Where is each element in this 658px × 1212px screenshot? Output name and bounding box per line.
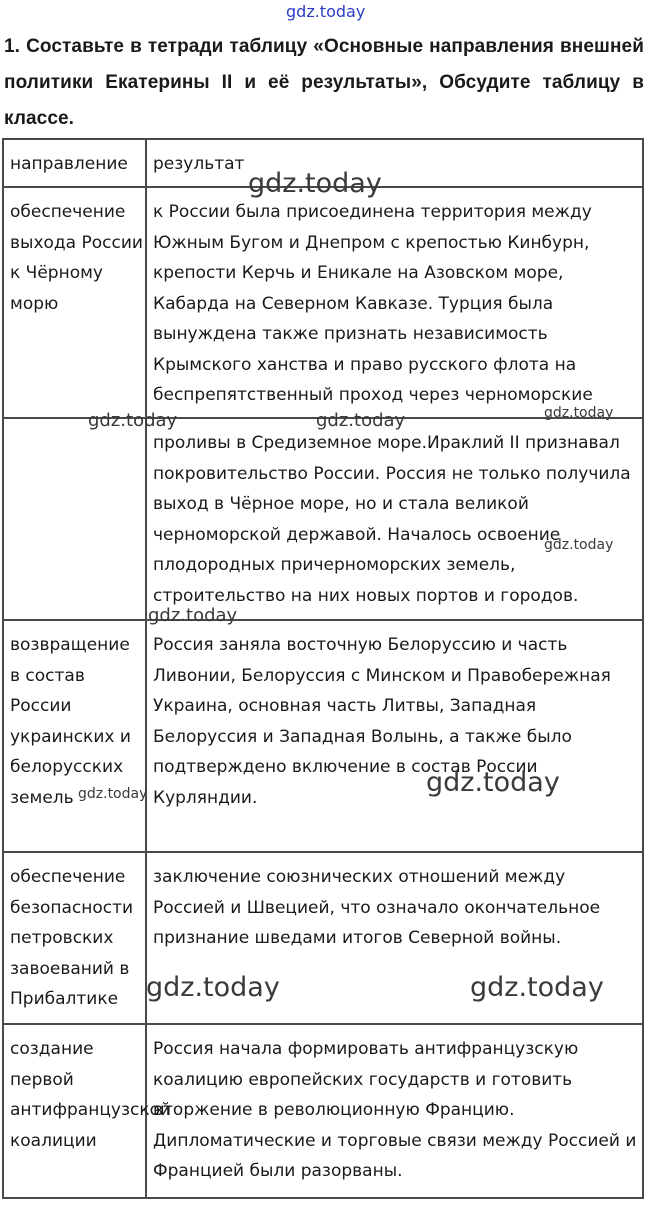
watermark: gdz.today xyxy=(88,410,178,431)
table-row xyxy=(3,1024,643,1198)
watermark: gdz.today xyxy=(146,972,280,1003)
header-direction: направление xyxy=(3,139,146,187)
result-cell: Россия заняла восточную Белоруссию и часть Ливонии, Белоруссия с Минском и Правобережная Украина, основная часть Литвы, Западная Белоруссия и Западная Волынь, а также было подтверждено включение в состав России Курляндии. xyxy=(146,620,643,852)
watermark: gdz.today xyxy=(316,410,406,431)
result-cell: заключение союзнических отношений между Россией и Швецией, что означало окончательное признание шведами итогов Северной войны. xyxy=(146,852,643,1024)
table-row xyxy=(3,418,643,620)
table-header-row xyxy=(3,139,643,187)
header-result: результат xyxy=(146,139,643,187)
watermark: gdz.today xyxy=(248,168,382,199)
watermark: gdz.today xyxy=(470,972,604,1003)
direction-cell xyxy=(3,418,146,620)
result-cell: к России была присоединена территория между Южным Бугом и Днепром с крепостью Кинбурн, крепости Керчь и Еникале на Азовском море, Кабарда на Северном Кавказе. Турция была вынуждена также признать независимость Крымского ханства и право русского флота на беспрепятственный проход через черноморские xyxy=(146,187,643,418)
task-text: 1. Составьте в тетради таблицу «Основные направления внешней политики Екатерины II и её результаты», Обсудите таблицу в классе. xyxy=(4,36,644,129)
site-watermark-top: gdz.today xyxy=(286,2,366,21)
direction-cell: создание первой антифранцузской коалиции xyxy=(3,1024,146,1198)
watermark: gdz.today xyxy=(544,537,614,553)
direction-cell: обеспечение выхода России к Чёрному морю xyxy=(3,187,146,418)
table-row xyxy=(3,187,643,418)
result-cell: Россия начала формировать антифранцузскую коалицию европейских государств и готовить вторжение в революционную Францию. Дипломатические и торговые связи между Россией и Францией были разорваны. xyxy=(146,1024,643,1198)
watermark: gdz.today xyxy=(78,786,148,802)
watermark: gdz.today xyxy=(148,605,238,626)
watermark: gdz.today xyxy=(426,767,560,798)
result-cell: проливы в Средиземное море.Ираклий II признавал покровительство России. Россия не только получила выход в Чёрное море, но и стала великой черноморской державой. Началось освоение плодородных причерноморских земель, строительство на них новых портов и городов. xyxy=(146,418,643,620)
direction-cell: возвращение в состав России украинских и белорусских земель xyxy=(3,620,146,852)
table-row xyxy=(3,620,643,852)
table-row xyxy=(3,852,643,1024)
answer-table xyxy=(2,138,644,1199)
direction-cell: обеспечение безопасности петровских завоеваний в Прибалтике xyxy=(3,852,146,1024)
watermark: gdz.today xyxy=(544,405,614,421)
